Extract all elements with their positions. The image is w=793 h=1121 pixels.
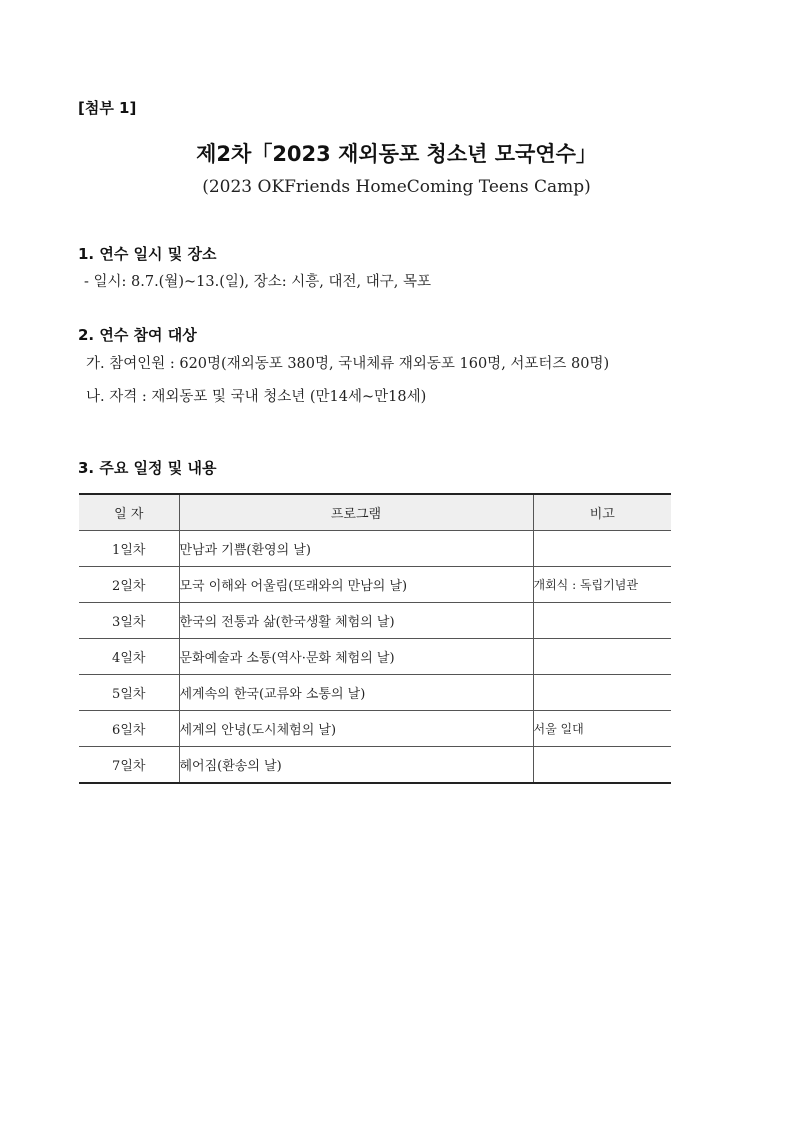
table-row: [79, 531, 671, 567]
row-note: [533, 603, 671, 639]
row-note: 개회식 : 독립기념관: [533, 567, 671, 603]
participants-line: 가. 참여인원 : 620명(재외동포 380명, 국내체류 재외동포 160명, 서포터즈 80명): [86, 356, 610, 372]
section-3-heading: 3. 주요 일정 및 내용: [78, 459, 217, 477]
table-row: [79, 747, 671, 784]
row-program: 한국의 전통과 삶(한국생활 체험의 날): [179, 603, 533, 639]
row-day: 6일차: [79, 711, 179, 747]
section-1-heading: 1. 연수 일시 및 장소: [78, 245, 217, 263]
table-row: [79, 675, 671, 711]
section-2-heading: 2. 연수 참여 대상: [78, 326, 197, 344]
row-day: 3일차: [79, 603, 179, 639]
table-header-row: [79, 494, 671, 531]
eligibility-line: 나. 자격 : 재외동포 및 국내 청소년 (만14세~만18세): [86, 389, 427, 405]
row-program: 만남과 기쁨(환영의 날): [179, 531, 533, 567]
table-row: [79, 711, 671, 747]
row-day: 1일차: [79, 531, 179, 567]
row-program: 모국 이해와 어울림(또래와의 만남의 날): [179, 567, 533, 603]
table-row: [79, 603, 671, 639]
row-program: 문화예술과 소통(역사·문화 체험의 날): [179, 639, 533, 675]
row-day: 2일차: [79, 567, 179, 603]
row-program: 세계의 안녕(도시체험의 날): [179, 711, 533, 747]
schedule-location-line: - 일시: 8.7.(월)~13.(일), 장소: 시흥, 대전, 대구, 목포: [84, 274, 431, 290]
schedule-table: [79, 493, 671, 784]
row-day: 4일차: [79, 639, 179, 675]
row-note: [533, 675, 671, 711]
table-row: [79, 639, 671, 675]
row-program: 세계속의 한국(교류와 소통의 날): [179, 675, 533, 711]
row-day: 7일차: [79, 747, 179, 784]
table-row: [79, 567, 671, 603]
document-subtitle: (2023 OKFriends HomeComing Teens Camp): [202, 177, 591, 197]
header-program: 프로그램: [179, 494, 533, 531]
header-note: 비고: [533, 494, 671, 531]
row-note: [533, 747, 671, 784]
row-note: 서울 일대: [533, 711, 671, 747]
header-day: 일 자: [79, 494, 179, 531]
row-program: 헤어짐(환송의 날): [179, 747, 533, 784]
row-note: [533, 639, 671, 675]
document-title: 제2차「2023 재외동포 청소년 모국연수」: [196, 142, 597, 166]
row-day: 5일차: [79, 675, 179, 711]
attachment-label: [첨부 1]: [78, 99, 137, 117]
row-note: [533, 531, 671, 567]
